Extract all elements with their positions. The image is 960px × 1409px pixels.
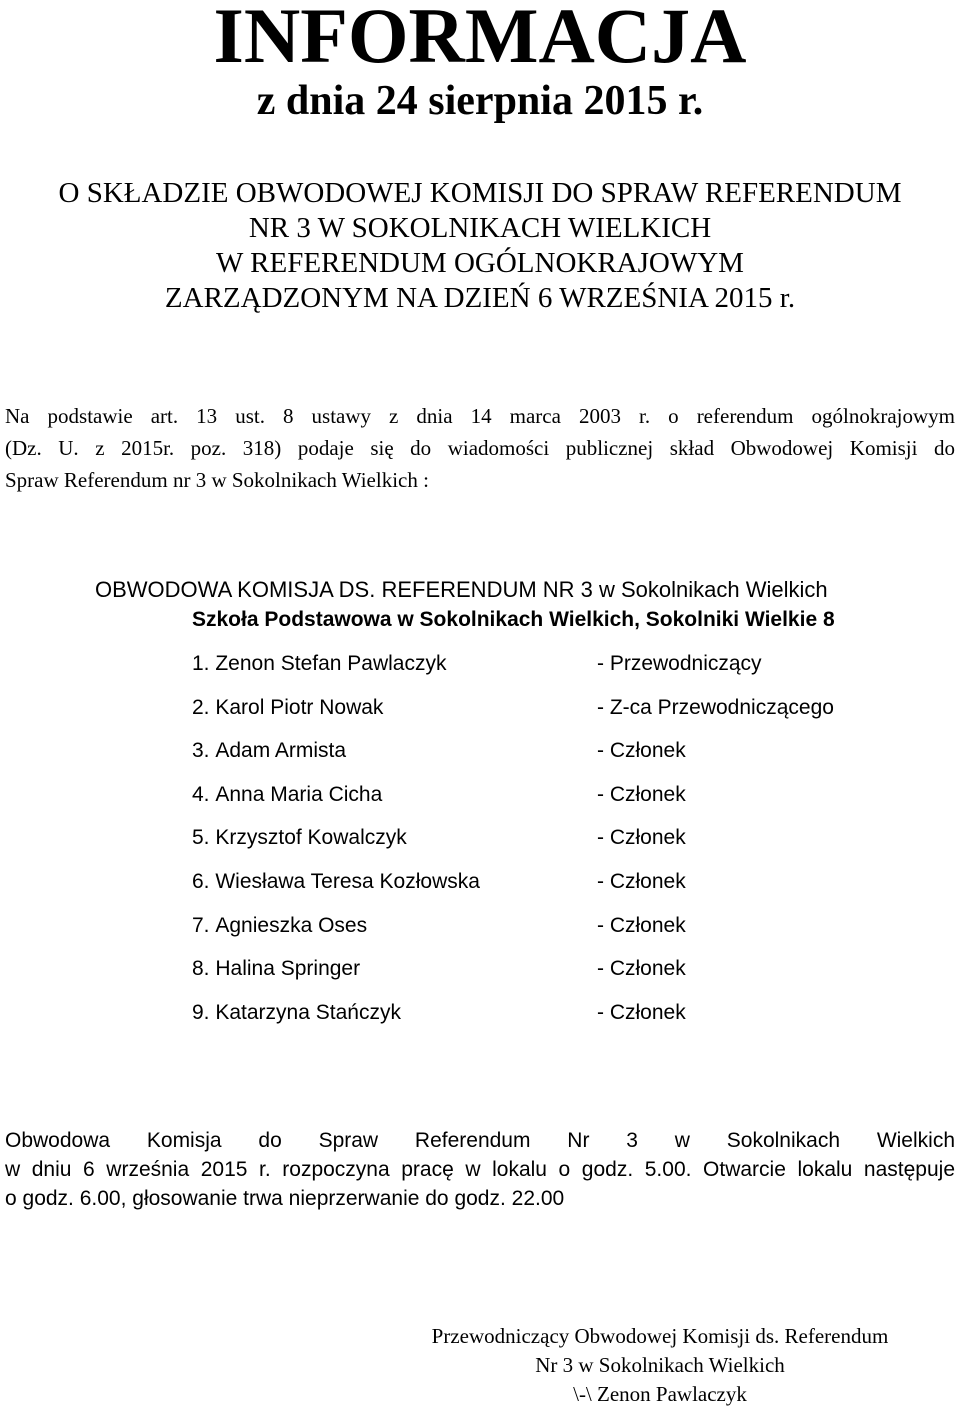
document-title: INFORMACJA	[213, 0, 747, 79]
schedule-paragraph	[5, 1126, 955, 1213]
member-number: 3.	[192, 739, 210, 763]
members-list	[192, 648, 834, 1040]
member-role: - Członek	[597, 869, 686, 893]
signature-name: \-\ Zenon Pawlaczyk	[573, 1382, 747, 1406]
member-number: 8.	[192, 957, 210, 981]
member-role: - Z-ca Przewodniczącego	[597, 695, 834, 719]
member-row	[192, 866, 686, 910]
subject-heading	[0, 176, 960, 316]
member-name: Krzysztof Kowalczyk	[215, 826, 407, 850]
member-name: Anna Maria Cicha	[215, 782, 383, 806]
schedule-line: o godz. 6.00, głosowanie trwa nieprzerwanie do godz. 22.00	[5, 1187, 565, 1210]
member-row	[192, 822, 686, 866]
subject-line: NR 3 W SOKOLNIKACH WIELKICH	[248, 212, 712, 244]
intro-line: (Dz. U. z 2015r. poz. 318) podaje się do wiadomości publicznej skład Obwodowej Komisji do	[5, 436, 955, 460]
member-number: 1.	[192, 652, 210, 675]
signature-title: Przewodniczący Obwodowej Komisji ds. Referendum	[431, 1324, 889, 1348]
signature-committee: Nr 3 w Sokolnikach Wielkich	[535, 1353, 785, 1377]
member-name: Zenon Stefan Pawlaczyk	[215, 652, 447, 675]
member-name: Wiesława Teresa Kozłowska	[215, 869, 480, 893]
member-number: 5.	[192, 826, 210, 850]
subject-line: ZARZĄDZONYM NA DZIEŃ 6 WRZEŚNIA 2015 r.	[164, 282, 796, 314]
committee-name: OBWODOWA KOMISJA DS. REFERENDUM NR 3 w Sokolnikach Wielkich	[95, 577, 828, 602]
document-date: z dnia 24 sierpnia 2015 r.	[256, 78, 704, 124]
member-role: - Członek	[597, 957, 686, 981]
member-role: - Członek	[597, 739, 686, 763]
intro-line: Spraw Referendum nr 3 w Sokolnikach Wielkich :	[5, 468, 429, 492]
intro-paragraph	[5, 400, 955, 496]
member-number: 4.	[192, 782, 210, 806]
member-number: 7.	[192, 913, 210, 937]
member-name: Karol Piotr Nowak	[215, 695, 384, 719]
member-row	[192, 910, 686, 954]
member-row	[192, 692, 834, 736]
subject-line: W REFERENDUM OGÓLNOKRAJOWYM	[216, 247, 744, 279]
member-number: 9.	[192, 1000, 210, 1024]
member-row	[192, 953, 686, 997]
member-name: Adam Armista	[215, 739, 347, 763]
member-number: 2.	[192, 695, 210, 719]
member-role: - Członek	[597, 913, 686, 937]
member-number: 6.	[192, 869, 210, 893]
schedule-line: Obwodowa Komisja do Spraw Referendum Nr 3 w Sokolnikach Wielkich	[5, 1129, 955, 1152]
member-name: Agnieszka Oses	[215, 913, 368, 937]
member-row	[192, 735, 686, 779]
subject-line: O SKŁADZIE OBWODOWEJ KOMISJI DO SPRAW REFERENDUM	[58, 177, 902, 209]
member-role: - Członek	[597, 826, 686, 850]
member-name: Katarzyna Stańczyk	[215, 1000, 401, 1024]
member-role: - Przewodniczący	[597, 652, 762, 675]
member-row	[192, 997, 686, 1041]
signature-block	[360, 1322, 960, 1409]
member-role: - Członek	[597, 782, 686, 806]
member-role: - Członek	[597, 1000, 686, 1024]
member-name: Halina Springer	[215, 957, 361, 981]
intro-line: Na podstawie art. 13 ust. 8 ustawy z dnia 14 marca 2003 r. o referendum ogólnokrajowym	[5, 404, 955, 428]
member-row	[192, 779, 686, 823]
committee-location: Szkoła Podstawowa w Sokolnikach Wielkich, Sokolniki Wielkie 8	[192, 608, 835, 631]
schedule-line: w dniu 6 września 2015 r. rozpoczyna pracę w lokalu o godz. 5.00. Otwarcie lokalu następuje	[5, 1158, 955, 1181]
member-row	[192, 648, 762, 692]
